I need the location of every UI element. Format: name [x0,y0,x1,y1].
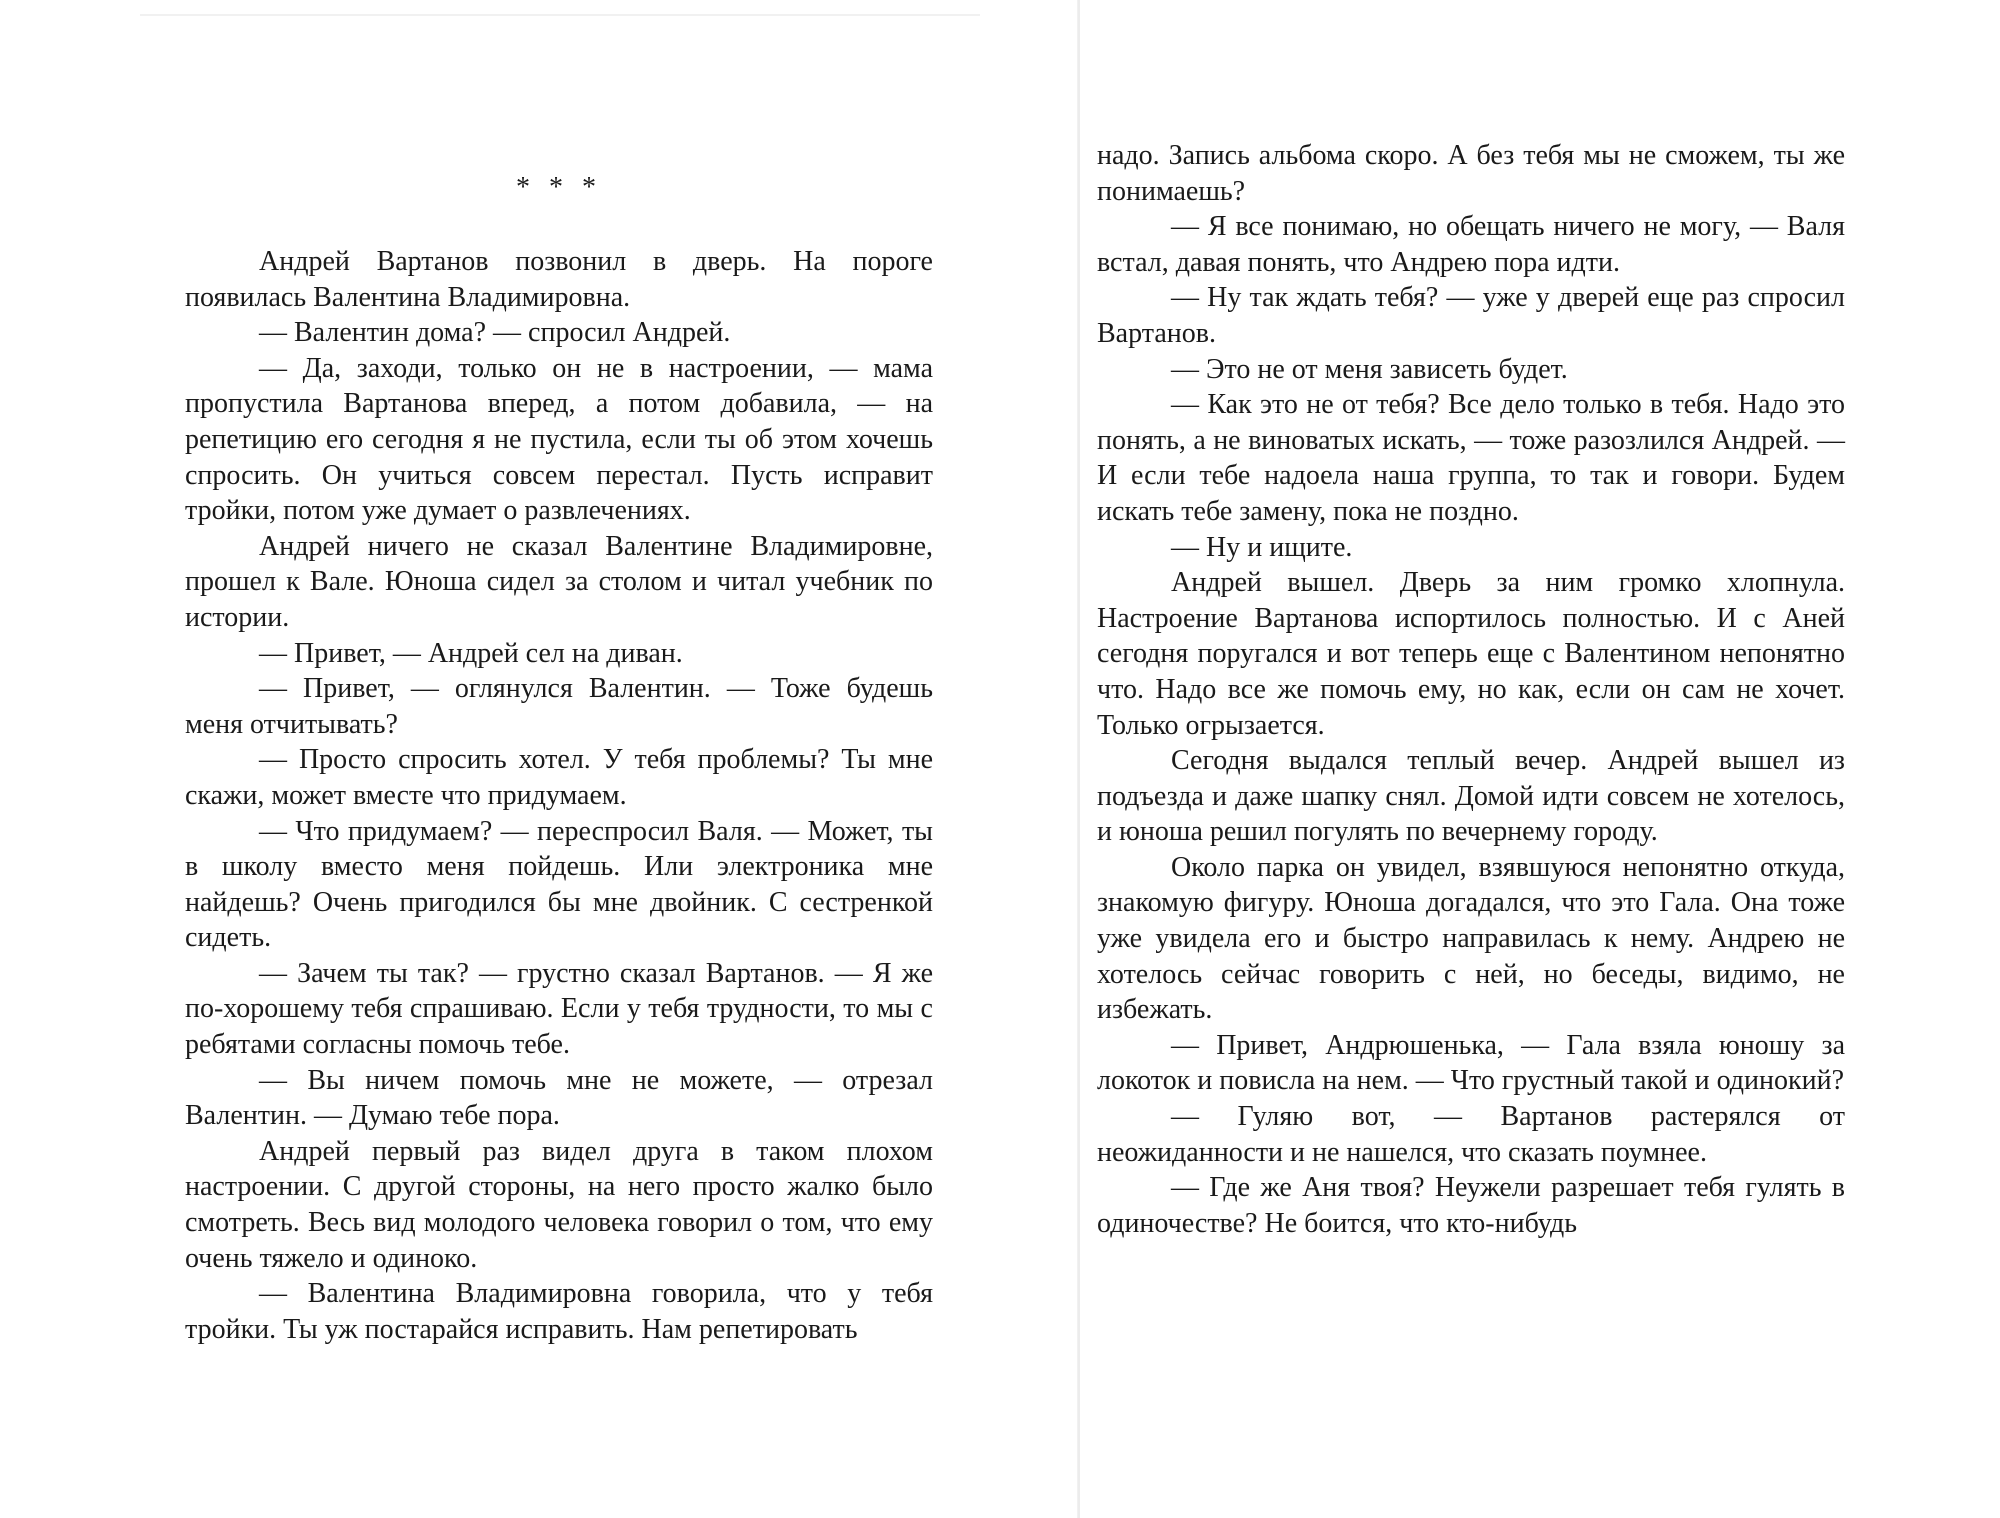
paragraph-continuation: надо. Запись альбома скоро. А без тебя мы не сможем, ты же понимаешь? [1097,140,1845,207]
paragraph: — Валентин дома? — спросил Андрей. [259,317,731,349]
paragraph: Андрей Вартанов позвонил в дверь. На пороге появилась Валентина Владимировна. [185,246,933,313]
paragraph: Сегодня выдался теплый вечер. Андрей вышел из подъезда и даже шапку снял. Домой идти совсем не хотелось, и юноша решил погулять по вечернему городу. [1097,745,1845,848]
paragraph: Андрей первый раз видел друга в таком плохом настроении. С другой стороны, на него просто жалко было смотреть. Весь вид молодого человека говорил о том, что ему очень тяжело и одиноко. [185,1135,933,1274]
paragraph: — Привет, — оглянулся Валентин. — Тоже будешь меня отчитывать? [185,673,933,740]
paragraph: — Ну и ищите. [1171,531,1353,563]
page-top-edge [140,14,980,16]
paragraph: — Привет, Андрюшенька, — Гала взяла юношу за локоток и повисла на нем. — Что грустный такой и одинокий? [1097,1029,1845,1097]
paragraph: — Зачем ты так? — грустно сказал Вартанов. — Я же по-хорошему тебя спрашиваю. Если у тебя трудности, то мы с ребятами согласны помочь тебе. [185,957,933,1061]
paragraph: — Валентина Владимировна говорила, что у тебя тройки. Ты уж постарайся исправить. Нам репетировать [185,1278,933,1345]
paragraph: Андрей ничего не сказал Валентине Владимировне, прошел к Вале. Юноша сидел за столом и читал учебник по истории. [185,530,933,633]
paragraph: — Да, заходи, только он не в настроении, — мама пропустила Вартанова вперед, а потом добавила, — на репетицию его сегодня я не пустила, если ты об этом хочешь спросить. Он учиться совсем перестал. Пусть исправит тройки, потом уже думает о развлечениях. [185,352,933,527]
paragraph: — Что придумаем? — переспросил Валя. — Может, ты в школу вместо меня пойдешь. Или электроника мне найдешь? Очень пригодился бы мне двойник. С сестренкой сидеть. [185,815,933,954]
paragraph: Андрей вышел. Дверь за ним громко хлопнула. Настроение Вартанова испортилось полностью. И с Аней сегодня поругался и вот теперь еще с Валентином непонятно что. Надо все же помочь ему, но как, если он сам не хочет. Только огрызается. [1097,567,1845,741]
left-page-text [185,244,933,1347]
paragraph: — Это не от меня зависеть будет. [1171,353,1568,385]
paragraph: — Гуляю вот, — Вартанов растерялся от неожиданности и не нашелся, что сказать поумнее. [1097,1101,1845,1168]
paragraph: — Привет, — Андрей сел на диван. [259,637,683,669]
paragraph: — Как это не от тебя? Все дело только в тебя. Надо это понять, а не виноватых искать, — тоже разозлился Андрей. — И если тебе надоела наша группа, то так и говори. Будем искать тебе замену, пока не поздно. [1097,389,1845,527]
paragraph: — Где же Аня твоя? Неужели разрешает тебя гулять в одиночестве? Не боится, что кто-нибудь [1097,1172,1845,1239]
paragraph: — Я все понимаю, но обещать ничего не могу, — Валя встал, давая понять, что Андрею пора идти. [1097,211,1845,278]
paragraph: — Просто спросить хотел. У тебя проблемы? Ты мне скажи, может вместе что придумаем. [185,744,933,811]
paragraph: Около парка он увидел, взявшуюся непонятно откуда, знакомую фигуру. Юноша догадался, что это Гала. Она тоже уже увидела его и быстро направилась к нему. Андрею не хотелось сейчас говорить с ней, но беседы, видимо, не избежать. [1097,851,1845,1026]
paragraph: — Ну так ждать тебя? — уже у дверей еще раз спросил Вартанов. [1097,282,1845,349]
paragraph: — Вы ничем помочь мне не можете, — отрезал Валентин. — Думаю тебе пора. [185,1064,933,1132]
right-page-text [1097,138,1845,1241]
section-separator: * * * [516,172,602,203]
